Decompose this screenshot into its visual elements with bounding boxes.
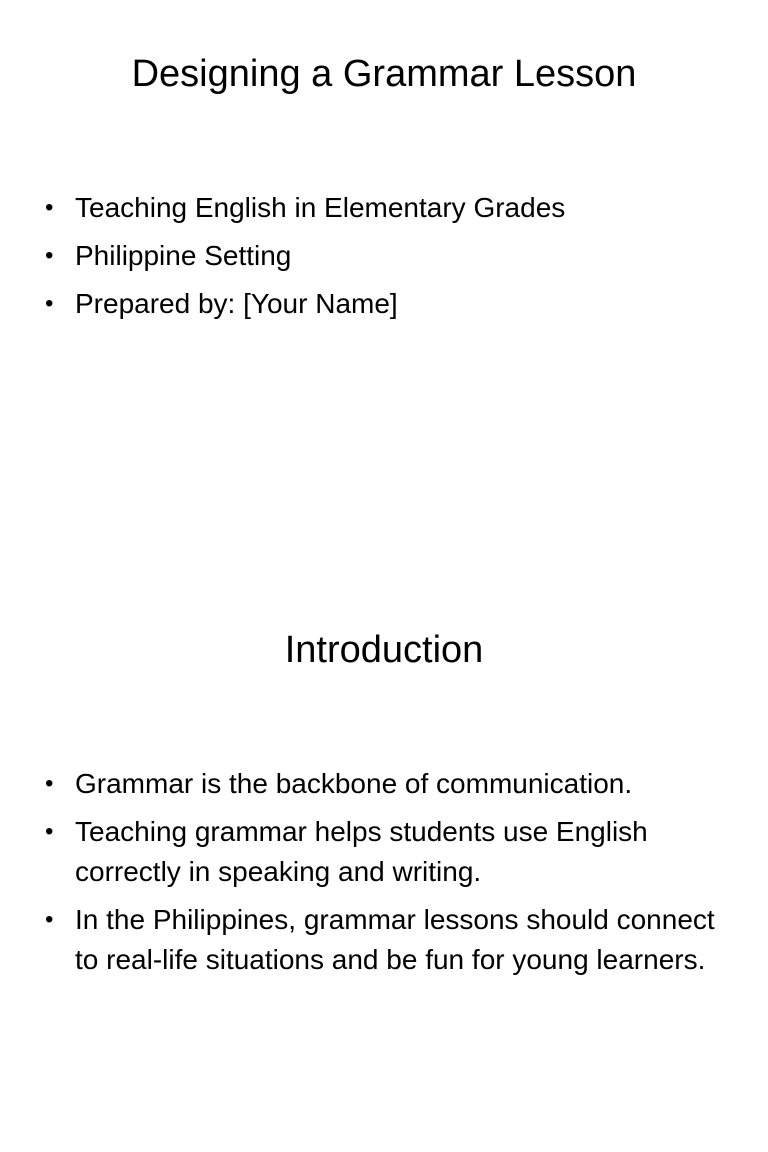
- bullet-list: [0, 188, 768, 332]
- list-item: [0, 284, 768, 324]
- bullet-icon: •: [45, 242, 54, 269]
- slide-introduction: [0, 576, 768, 1152]
- list-item-text: Prepared by: [Your Name]: [75, 288, 398, 319]
- bullet-icon: •: [45, 770, 54, 797]
- list-item: [0, 812, 768, 892]
- list-item-text: Teaching English in Elementary Grades: [75, 192, 566, 223]
- list-item-text: Philippine Setting: [75, 240, 292, 271]
- list-item: [0, 900, 768, 980]
- bullet-icon: •: [45, 906, 54, 933]
- bullet-icon: •: [45, 290, 54, 317]
- slide-title: Designing a Grammar Lesson: [131, 53, 637, 95]
- list-item-text: Grammar is the backbone of communication.: [75, 768, 633, 799]
- list-item: [0, 236, 768, 276]
- list-item-text: Teaching grammar helps students use English correctly in speaking and writing.: [75, 816, 648, 887]
- list-item: [0, 764, 768, 804]
- list-item-text: In the Philippines, grammar lessons should connect to real-life situations and be fun for young learners.: [75, 904, 715, 975]
- bullet-icon: •: [45, 818, 54, 845]
- list-item: [0, 188, 768, 228]
- slide-title: Introduction: [284, 629, 484, 671]
- bullet-icon: •: [45, 194, 54, 221]
- bullet-list: [0, 764, 768, 988]
